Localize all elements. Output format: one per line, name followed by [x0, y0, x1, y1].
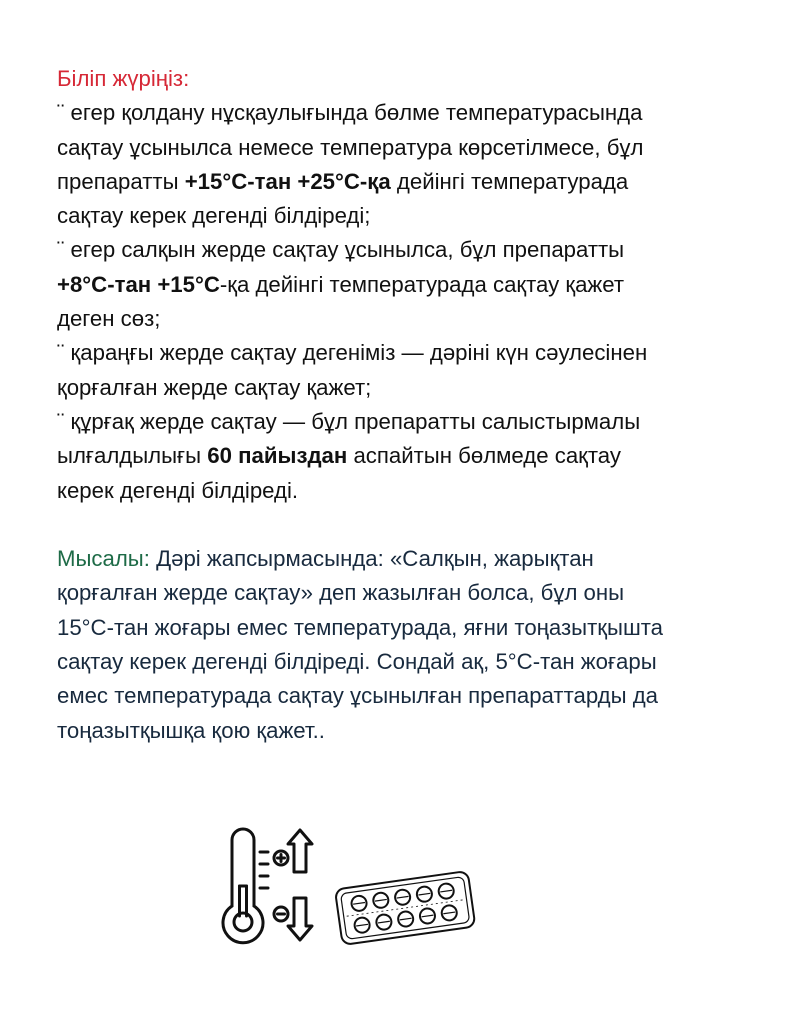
text-segment: сақтау керек дегенді білдіреді;: [57, 203, 371, 229]
bullet-line: [57, 439, 757, 473]
bullet-line: [57, 336, 757, 370]
example-line: сақтау керек дегенді білдіреді. Сондай ақ, 5°C-тан жоғары: [57, 649, 657, 675]
bullet-line: [57, 474, 757, 508]
bullet-line: [57, 405, 757, 439]
example-line: қорғалған жерде сақтау» деп жазылған болса, бұл оны: [57, 580, 625, 606]
text-segment: дейінгі температурада: [390, 168, 629, 194]
bold-value: +8°C-тан +15°C: [57, 271, 220, 297]
pill-blister-icon: [330, 862, 480, 952]
document-body: [57, 62, 757, 748]
bullet-line: [57, 233, 757, 267]
example-paragraph: [57, 542, 757, 748]
bullet-line: [57, 268, 757, 302]
bold-value: 60 пайыздан: [207, 443, 348, 469]
text-segment: қорғалған жерде сақтау қажет;: [57, 374, 372, 400]
example-label: Мысалы:: [57, 546, 150, 572]
bold-value: +15°C-тан +25°C-қа: [184, 168, 391, 194]
bullet-line: [57, 96, 757, 130]
bullet-line: [57, 199, 757, 233]
note-heading: Біліп жүріңіз:: [57, 66, 190, 91]
text-segment: препаратты: [57, 168, 185, 194]
example-line: тоңазытқышқа қою қажет..: [57, 717, 325, 743]
text-segment: ылғалдылығы: [57, 443, 208, 469]
spacer: [57, 508, 757, 542]
thermometer-icon: [220, 826, 320, 951]
text-segment: -қа дейінгі температурада сақтау қажет: [219, 271, 625, 297]
bullet-line: [57, 371, 757, 405]
text-segment: ¨ құрғақ жерде сақтау — бұл препаратты салыстырмалы: [57, 408, 641, 434]
text-segment: ¨ қараңғы жерде сақтау дегеніміз — дәріні күн сәулесінен: [57, 340, 648, 366]
bullet-list: [57, 96, 757, 508]
text-segment: сақтау ұсынылса немесе температура көрсетілмесе, бұл: [57, 134, 644, 160]
example-line: емес температурада сақтау ұсынылған препараттарды да: [57, 683, 658, 709]
bullet-line: [57, 131, 757, 165]
text-segment: ¨ егер салқын жерде сақтау ұсынылса, бұл препаратты: [57, 237, 625, 263]
example-line: Дәрі жапсырмасында: «Салқын, жарықтан: [149, 546, 594, 572]
text-segment: аспайтын бөлмеде сақтау: [347, 443, 621, 469]
text-segment: деген сөз;: [57, 306, 161, 332]
bullet-line: [57, 165, 757, 199]
example-line: 15°C-тан жоғары емес температурада, яғни тоңазытқышта: [57, 614, 663, 640]
text-segment: ¨ егер қолдану нұсқаулығында бөлме температурасында: [57, 100, 643, 126]
text-segment: керек дегенді білдіреді.: [57, 477, 299, 503]
bullet-line: [57, 302, 757, 336]
